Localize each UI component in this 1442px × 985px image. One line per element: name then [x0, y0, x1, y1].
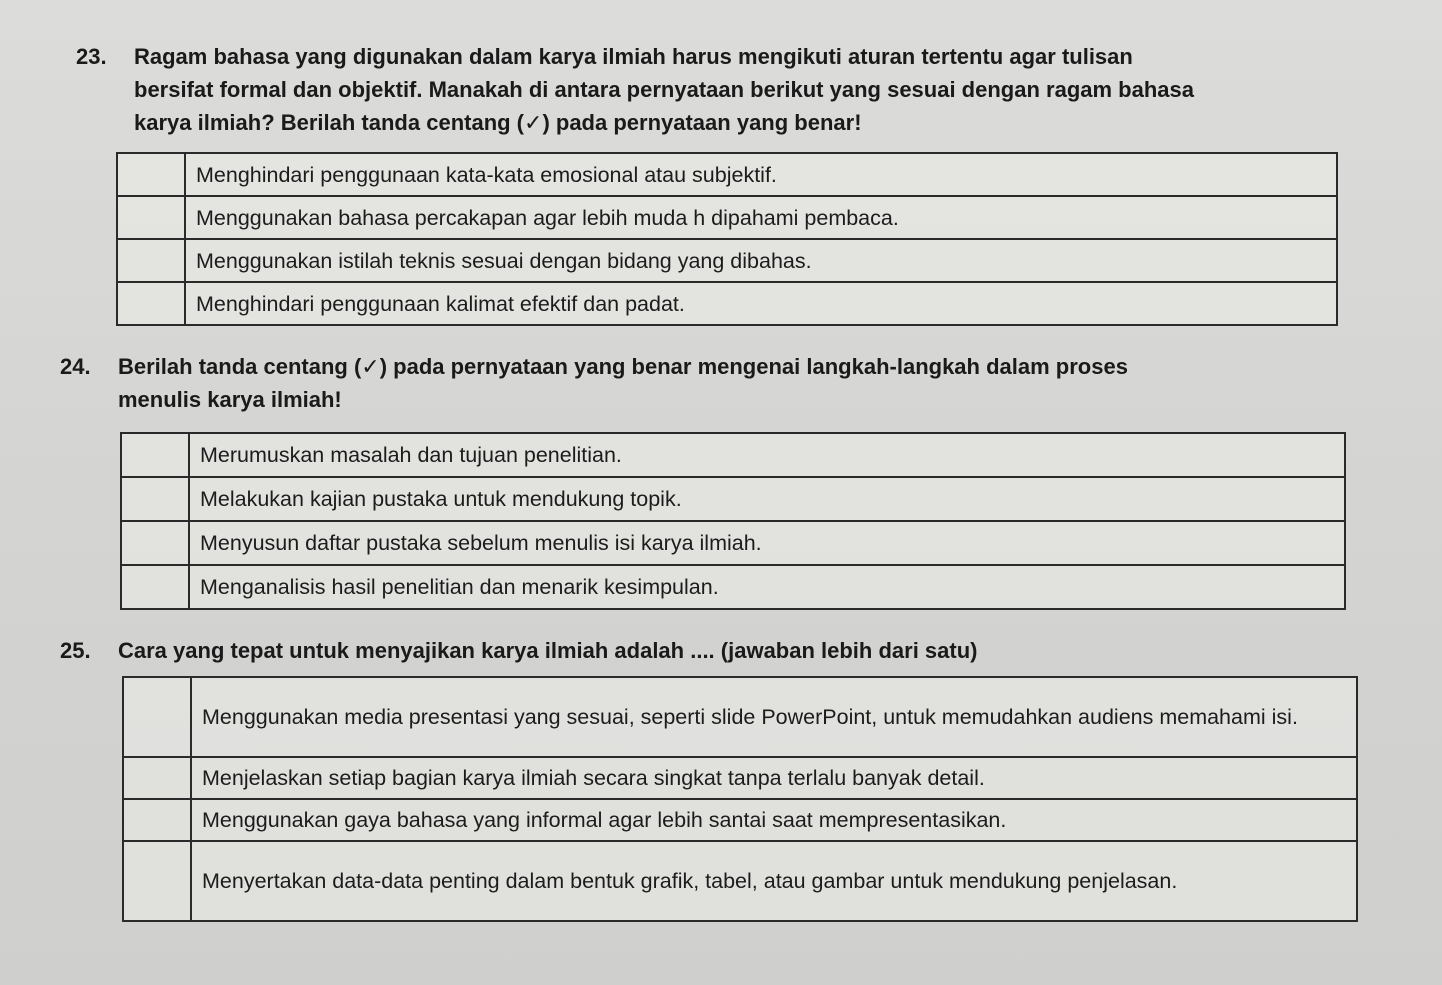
question-24	[60, 350, 1128, 416]
statement-text: Merumuskan masalah dan tujuan penelitian.	[189, 433, 1345, 477]
checkbox-cell[interactable]	[123, 757, 191, 799]
question-24-line-1	[60, 350, 1128, 383]
statement-text: Menyusun daftar pustaka sebelum menulis isi karya ilmiah.	[189, 521, 1345, 565]
question-text: Cara yang tepat untuk menyajikan karya ilmiah adalah .... (jawaban lebih dari satu)	[118, 638, 978, 663]
checkbox-cell[interactable]	[121, 521, 189, 565]
statement-text: Menggunakan istilah teknis sesuai dengan bidang yang dibahas.	[185, 239, 1337, 282]
checkbox-cell[interactable]	[117, 153, 185, 196]
checklist-row	[117, 282, 1337, 325]
checkbox-cell[interactable]	[121, 477, 189, 521]
checkbox-cell[interactable]	[123, 799, 191, 841]
question-text: Ragam bahasa yang digunakan dalam karya ilmiah harus mengikuti aturan tertentu agar tulisan	[134, 44, 1133, 69]
question-25	[60, 634, 978, 667]
checklist-row	[123, 757, 1357, 799]
checklist-row	[117, 196, 1337, 239]
checkbox-cell[interactable]	[117, 196, 185, 239]
checkbox-cell[interactable]	[117, 282, 185, 325]
statement-text: Menghindari penggunaan kata-kata emosional atau subjektif.	[185, 153, 1337, 196]
checkbox-cell[interactable]	[123, 677, 191, 757]
checklist-row	[123, 841, 1357, 921]
question-text: Berilah tanda centang (✓) pada pernyataan yang benar mengenai langkah-langkah dalam proses	[118, 354, 1128, 379]
question-23	[76, 40, 1194, 139]
checklist-table-23	[116, 152, 1338, 326]
statement-text: Menggunakan media presentasi yang sesuai, seperti slide PowerPoint, untuk memudahkan audiens memahami isi.	[191, 677, 1357, 757]
checklist-row	[123, 677, 1357, 757]
checklist-table-25	[122, 676, 1358, 922]
checkbox-cell[interactable]	[123, 841, 191, 921]
checklist-row	[121, 433, 1345, 477]
statement-text: Menghindari penggunaan kalimat efektif dan padat.	[185, 282, 1337, 325]
question-25-line-1	[60, 634, 978, 667]
question-23-line-2: bersifat formal dan objektif. Manakah di antara pernyataan berikut yang sesuai dengan ragam bahasa	[134, 77, 1194, 102]
checklist-row	[121, 565, 1345, 609]
checklist-row	[117, 239, 1337, 282]
statement-text: Menyertakan data-data penting dalam bentuk grafik, tabel, atau gambar untuk mendukung penjelasan.	[191, 841, 1357, 921]
statement-text: Menganalisis hasil penelitian dan menarik kesimpulan.	[189, 565, 1345, 609]
checklist-row	[121, 477, 1345, 521]
question-23-line-1	[76, 40, 1194, 73]
question-number: 23.	[76, 44, 107, 69]
question-23-line-3: karya ilmiah? Berilah tanda centang (✓) pada pernyataan yang benar!	[134, 110, 862, 135]
checkbox-cell[interactable]	[121, 433, 189, 477]
checklist-table-24	[120, 432, 1346, 610]
checkbox-cell[interactable]	[121, 565, 189, 609]
question-24-line-2: menulis karya ilmiah!	[118, 387, 342, 412]
question-number: 24.	[60, 354, 91, 379]
statement-text: Menjelaskan setiap bagian karya ilmiah secara singkat tanpa terlalu banyak detail.	[191, 757, 1357, 799]
checklist-row	[123, 799, 1357, 841]
checklist-row	[117, 153, 1337, 196]
statement-text: Menggunakan bahasa percakapan agar lebih muda h dipahami pembaca.	[185, 196, 1337, 239]
question-number: 25.	[60, 638, 91, 663]
statement-text: Menggunakan gaya bahasa yang informal agar lebih santai saat mempresentasikan.	[191, 799, 1357, 841]
checkbox-cell[interactable]	[117, 239, 185, 282]
statement-text: Melakukan kajian pustaka untuk mendukung topik.	[189, 477, 1345, 521]
checklist-row	[121, 521, 1345, 565]
